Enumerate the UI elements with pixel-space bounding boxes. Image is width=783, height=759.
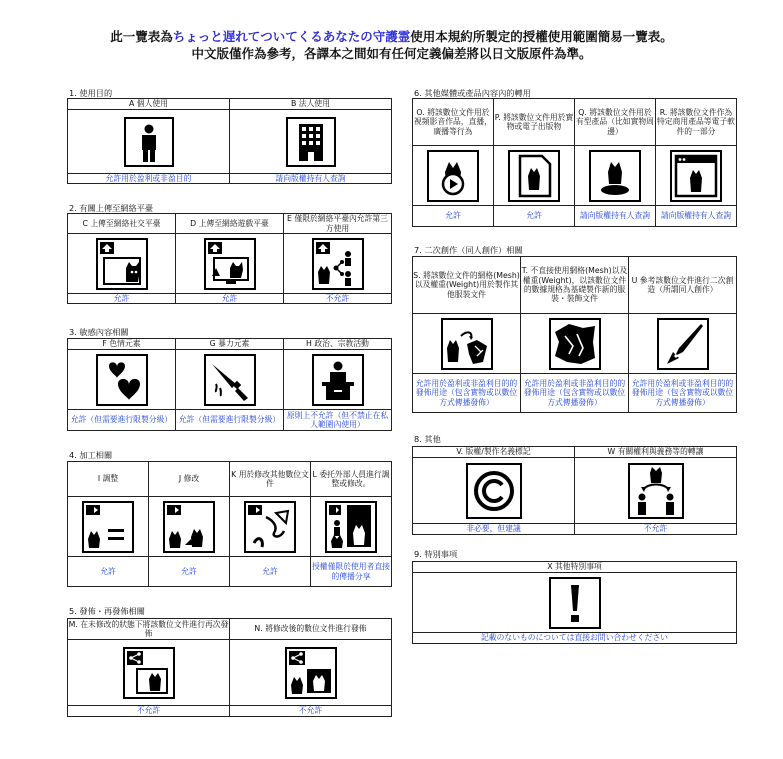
section-9-label: 9. 特別事項 <box>414 549 458 559</box>
col-l-header: L 委托外部人員進行調整或修改。 <box>311 462 392 497</box>
col-x-header: X 其他特別事項 <box>413 562 737 573</box>
col-m-caption: 不允許 <box>68 706 230 717</box>
col-p-header: P. 將該數位文件用於實物或電子出版物 <box>494 99 575 146</box>
col-n-header: N. 將修改後的數位文件進行發佈 <box>230 619 392 640</box>
hearts-icon <box>96 354 148 406</box>
clothing-create-icon <box>441 318 493 370</box>
section-6-label: 6. 其他媒體或產品內容內的轉用 <box>414 88 531 98</box>
section-8-label: 8. 其他 <box>414 434 441 444</box>
section-1-table <box>67 98 392 184</box>
col-v-header: V. 版權/製作名義標記 <box>413 447 575 458</box>
section-2-label: 2. 有關上傳至網絡平臺 <box>69 203 154 213</box>
copyright-icon <box>466 463 522 519</box>
figure-product-icon <box>589 150 641 202</box>
section-9-table <box>412 561 737 644</box>
document-icon <box>508 150 560 202</box>
col-d-caption: 允許 <box>176 294 284 304</box>
col-o-header: O. 將該數位文件用於視頻影音作品，直播，廣播等行為 <box>413 99 494 146</box>
col-g-header: G 暴力元素 <box>176 339 284 350</box>
col-v-caption: 非必要，但建議 <box>413 524 575 535</box>
upload-social-icon <box>96 238 148 290</box>
adjust-icon <box>82 501 134 553</box>
col-a-header: A 個人使用 <box>68 99 230 110</box>
col-h-header: H 政治、宗教活動 <box>284 339 392 350</box>
page-title-line1: 此一覽表為ちょっと遅れてついてくるあなたの守護霊使用本規約所製定的授權使用範圍簡易一覽表。 <box>110 29 673 44</box>
share-modified-icon <box>285 647 337 699</box>
upload-game-icon <box>204 238 256 290</box>
col-o-caption: 允許 <box>413 206 494 227</box>
col-q-caption: 請向版權持有人查詢 <box>575 206 656 227</box>
col-c-caption: 允許 <box>68 294 176 304</box>
building-icon <box>286 117 336 167</box>
col-b-caption: 請向版權持有人查詢 <box>230 174 392 184</box>
col-w-caption: 不允許 <box>575 524 737 535</box>
col-i-header: I 調整 <box>68 462 149 497</box>
section-5-label: 5. 發佈・再發佈相關 <box>69 606 145 616</box>
person-icon <box>124 117 174 167</box>
modify-other-icon <box>244 501 296 553</box>
section-6-table <box>412 98 737 227</box>
col-s-header: S. 將該數位文件的網格(Mesh)以及權重(Weight)用於製作其他服裝文件 <box>413 257 521 314</box>
software-window-icon <box>670 150 722 202</box>
section-4-label: 4. 加工相關 <box>69 450 113 460</box>
section-7-table <box>412 256 737 413</box>
section-4-table <box>67 461 392 587</box>
col-n-caption: 不允許 <box>230 706 392 717</box>
col-q-header: Q. 將該數位文件用於有型產品（比如實物周邊） <box>575 99 656 146</box>
col-l-caption: 授權僅限於使用者直接的傳播分享 <box>311 557 392 587</box>
col-g-caption: 允許（但需要進行限製分級） <box>176 410 284 431</box>
col-r-caption: 請向版權持有人查詢 <box>656 206 737 227</box>
col-h-caption: 原則上不允許（但不禁止在私人範圍內使用） <box>284 410 392 431</box>
col-t-header: T. 不直接使用網格(Mesh)以及權重(Weight)，以該數位文件的數據規格為基礎製作新的服裝・裝飾文件 <box>521 257 629 314</box>
col-d-header: D 上傳至網絡遊戲平臺 <box>176 214 284 234</box>
col-p-caption: 允許 <box>494 206 575 227</box>
modify-icon <box>163 501 215 553</box>
col-j-caption: 允許 <box>149 557 230 587</box>
col-u-caption: 允許用於盈利或非盈利目的的發佈用途（包含實物或以數位方式傳播發佈） <box>629 374 737 413</box>
col-x-caption: 記載のないものについては直接お問い合わせください <box>413 633 737 644</box>
col-a-caption: 允許用於盈利或非盈目的 <box>68 174 230 184</box>
section-2-table <box>67 213 392 304</box>
col-r-header: R. 將該數位文件作為特定商用產品等電子軟件的一部分 <box>656 99 737 146</box>
col-c-header: C 上傳至網絡社交平臺 <box>68 214 176 234</box>
section-5-table <box>67 618 392 717</box>
section-8-table <box>412 446 737 535</box>
col-f-caption: 允許（但需要進行限製分級） <box>68 410 176 431</box>
col-k-header: K 用於修改其他數位文件 <box>230 462 311 497</box>
section-3-label: 3. 敏感內容相關 <box>69 327 129 337</box>
col-k-caption: 允許 <box>230 557 311 587</box>
section-3-table <box>67 338 392 431</box>
col-t-caption: 允許用於盈利或非盈利目的的發佈用途（包含實物或以數位方式傳播發佈） <box>521 374 629 413</box>
section-7-label: 7. 二次創作（同人創作）相關 <box>414 245 523 255</box>
col-m-header: M. 在未修改的狀態下將該數位文件進行再次發佈 <box>68 619 229 638</box>
col-f-header: F 色情元素 <box>68 339 176 350</box>
knife-icon <box>204 354 256 406</box>
pen-nib-icon <box>657 318 709 370</box>
col-i-caption: 允許 <box>68 557 149 587</box>
video-play-icon <box>427 150 479 202</box>
col-e-header: E 僅限於網絡平臺內允許第三方使用 <box>284 214 392 234</box>
podium-icon <box>312 354 364 406</box>
model-name: ちょっと遅れてついてくるあなたの守護霊 <box>172 29 411 44</box>
col-w-header: W 有關權利與義務等的轉讓 <box>575 447 737 458</box>
outsource-icon <box>325 501 377 553</box>
clothing-icon <box>549 318 601 370</box>
col-s-caption: 允許用於盈利或非盈利目的的發佈用途（包含實物或以數位方式傳播發佈） <box>413 374 521 413</box>
page-title-line2: 中文版僅作為參考，各譯本之間如有任何定義偏差將以日文版原件為準。 <box>191 46 592 61</box>
share-original-icon <box>123 647 175 699</box>
col-u-header: U 參考該數位文件進行二次創造（所謂同人創作） <box>629 257 737 314</box>
col-e-caption: 不允許 <box>284 294 392 304</box>
col-b-header: B 法人使用 <box>230 99 392 110</box>
transfer-icon <box>628 463 684 519</box>
third-party-share-icon <box>312 238 364 290</box>
section-1-label: 1. 使用目的 <box>69 88 113 98</box>
exclamation-icon <box>549 577 601 629</box>
col-j-header: J 修改 <box>149 462 230 497</box>
